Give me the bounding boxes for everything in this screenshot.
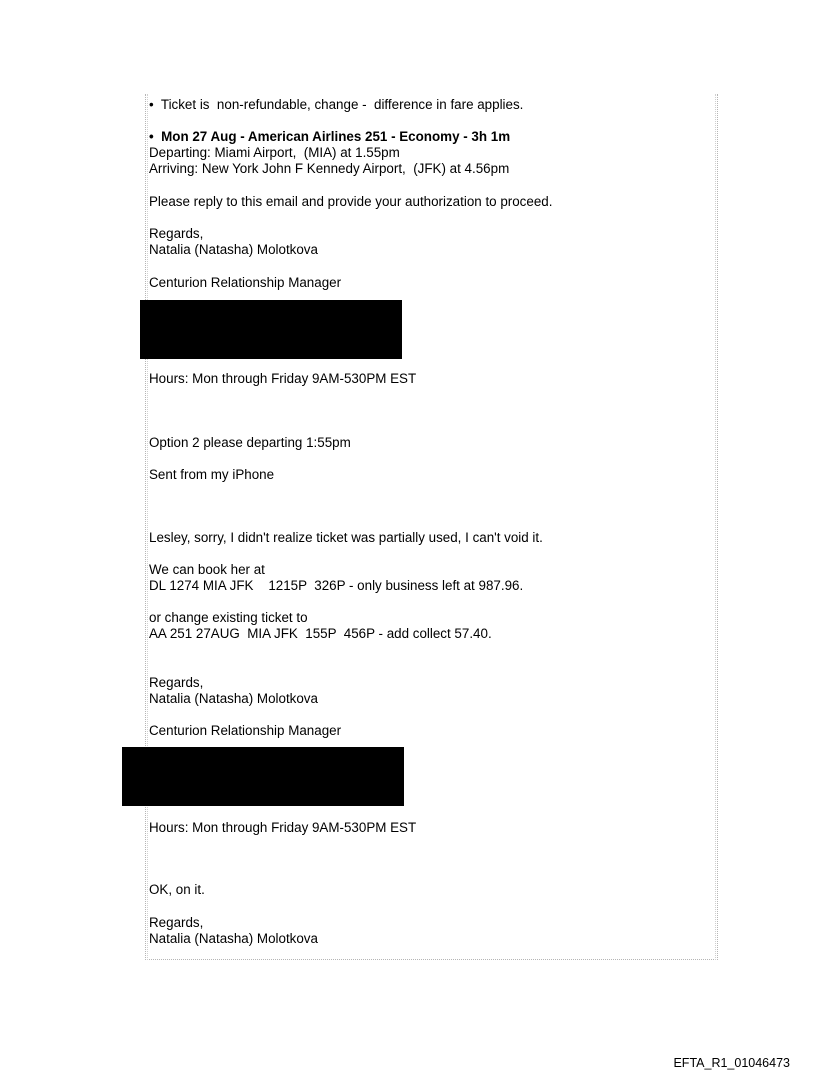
signature-name-2: Natalia (Natasha) Molotkova <box>149 691 318 706</box>
redaction-block-2 <box>122 747 404 806</box>
regards-2: Regards, <box>149 675 204 690</box>
change-option: AA 251 27AUG MIA JFK 155P 456P - add collect 57.40. <box>149 626 492 641</box>
ok-reply: OK, on it. <box>149 882 205 897</box>
hours-line-1: Hours: Mon through Friday 9AM-530PM EST <box>149 371 417 386</box>
book-option: DL 1274 MIA JFK 1215P 326P - only business left at 987.96. <box>149 578 524 593</box>
flight-heading: • Mon 27 Aug - American Airlines 251 - Economy - 3h 1m <box>149 129 511 144</box>
departing-line: Departing: Miami Airport, (MIA) at 1.55pm <box>149 145 400 160</box>
signature-title-1: Centurion Relationship Manager <box>149 275 342 290</box>
book-intro: We can book her at <box>149 562 265 577</box>
sent-from-line: Sent from my iPhone <box>149 467 275 482</box>
signature-name-3: Natalia (Natasha) Molotkova <box>149 931 318 946</box>
regards-3: Regards, <box>149 915 204 930</box>
signature-title-2: Centurion Relationship Manager <box>149 723 342 738</box>
apology-line: Lesley, sorry, I didn't realize ticket was partially used, I can't void it. <box>149 530 543 545</box>
arriving-line: Arriving: New York John F Kennedy Airport, (JFK) at 4.56pm <box>149 161 510 176</box>
change-intro: or change existing ticket to <box>149 610 308 625</box>
redaction-block-1 <box>140 300 402 359</box>
ticket-policy-line: • Ticket is non-refundable, change - difference in fare applies. <box>149 97 524 112</box>
frame-inner-left-rule <box>147 94 148 960</box>
signature-name-1: Natalia (Natasha) Molotkova <box>149 242 318 257</box>
document-id: EFTA_R1_01046473 <box>673 1056 790 1070</box>
regards-1: Regards, <box>149 226 204 241</box>
option-reply: Option 2 please departing 1:55pm <box>149 435 351 450</box>
frame-inner-right-rule <box>715 94 716 960</box>
hours-line-2: Hours: Mon through Friday 9AM-530PM EST <box>149 820 417 835</box>
reply-request: Please reply to this email and provide your authorization to proceed. <box>149 194 553 209</box>
